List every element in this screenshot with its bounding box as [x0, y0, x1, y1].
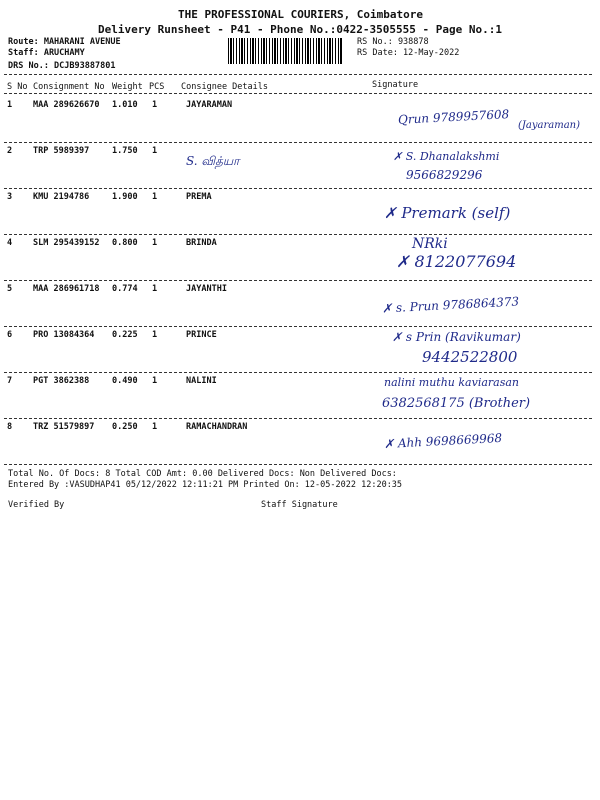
row-pcs: 1 [152, 192, 158, 202]
row-weight: 1.750 [112, 146, 138, 156]
divider [4, 464, 592, 465]
row-weight: 0.250 [112, 422, 138, 432]
row-signature: ✗ s. Prun 9786864373 [381, 294, 520, 316]
col-header-consignee: Consignee Details [181, 82, 268, 92]
row-signature: ✗ Ahh 9698669968 [383, 430, 503, 452]
table-row [0, 328, 600, 372]
staff-label: Staff: ARUCHAMY [8, 48, 85, 58]
drs-number: DRS No.: DCJB93887801 [8, 61, 116, 71]
row-consignee: JAYARAMAN [186, 100, 233, 110]
row-pcs: 1 [152, 238, 158, 248]
table-row [0, 98, 600, 142]
staff-signature-label: Staff Signature [261, 500, 338, 510]
row-signature: ✗ s Prin (Ravikumar) [392, 330, 521, 344]
row-sno: 5 [7, 284, 13, 294]
row-pcs: 1 [152, 100, 158, 110]
row-signature-phone: 9442522800 [422, 348, 518, 366]
divider [4, 93, 592, 94]
row-consignee-handwritten: S. வித்யா [186, 154, 240, 168]
row-signature-phone: 9566829296 [406, 168, 483, 182]
row-weight: 1.010 [112, 100, 138, 110]
divider [4, 188, 592, 189]
row-consignment: PGT 3862388 [33, 376, 90, 386]
col-header-weight: Weight [112, 82, 143, 92]
row-sno: 6 [7, 330, 13, 340]
row-weight: 0.225 [112, 330, 138, 340]
divider [4, 142, 592, 143]
row-consignee: PRINCE [186, 330, 217, 340]
row-signature-phone: 6382568175 (Brother) [382, 396, 531, 411]
row-consignment: PRO 13084364 [33, 330, 95, 340]
company-title: THE PROFESSIONAL COURIERS, Coimbatore [178, 8, 424, 21]
barcode [228, 38, 342, 64]
col-header-pcs: PCS [149, 82, 165, 92]
table-row [0, 374, 600, 418]
row-consignee: NALINI [186, 376, 217, 386]
row-consignment: SLM 295439152 [33, 238, 100, 248]
row-signature: ✗ S. Dhanalakshmi [393, 150, 500, 163]
row-pcs: 1 [152, 376, 158, 386]
row-pcs: 1 [152, 422, 158, 432]
row-weight: 0.490 [112, 376, 138, 386]
entered-by-line: Entered By :VASUDHAP41 05/12/2022 12:11:21 PM Printed On: 12-05-2022 12:20:35 [8, 480, 403, 490]
row-signature-note: (Jayaraman) [518, 120, 581, 131]
divider [4, 280, 592, 281]
divider [4, 326, 592, 327]
row-sno: 7 [7, 376, 13, 386]
table-row [0, 420, 600, 464]
row-pcs: 1 [152, 146, 158, 156]
row-consignee: RAMACHANDRAN [186, 422, 248, 432]
row-signature: nalini muthu kaviarasan [384, 376, 519, 389]
totals-line: Total No. Of Docs: 8 Total COD Amt: 0.00 Delivered Docs: Non Delivered Docs: [8, 469, 397, 479]
row-consignee: PREMA [186, 192, 212, 202]
table-row [0, 190, 600, 234]
verified-by-label: Verified By [8, 500, 65, 510]
col-header-sno: S No [7, 82, 28, 92]
row-pcs: 1 [152, 330, 158, 340]
table-row [0, 236, 600, 280]
rs-number: RS No.: 938878 [357, 37, 429, 47]
col-header-signature: Signature [372, 80, 419, 90]
row-signature: NRki [412, 236, 448, 252]
runsheet-title: Delivery Runsheet - P41 - Phone No.:0422-3505555 - Page No.:1 [98, 23, 502, 36]
row-sno: 1 [7, 100, 13, 110]
divider [4, 74, 592, 75]
row-signature: ✗ Premark (self) [384, 204, 511, 222]
divider [4, 234, 592, 235]
row-sno: 4 [7, 238, 13, 248]
divider [4, 372, 592, 373]
row-signature-phone: ✗ 8122077694 [396, 252, 517, 271]
divider [4, 418, 592, 419]
row-consignment: MAA 286961718 [33, 284, 100, 294]
row-consignment: TRZ 51579897 [33, 422, 95, 432]
table-row [0, 144, 600, 188]
table-row [0, 282, 600, 326]
route-label: Route: MAHARANI AVENUE [8, 37, 121, 47]
row-consignment: KMU 2194786 [33, 192, 90, 202]
row-consignment: TRP 5989397 [33, 146, 90, 156]
row-sno: 3 [7, 192, 13, 202]
row-weight: 0.774 [112, 284, 138, 294]
row-consignment: MAA 289626670 [33, 100, 100, 110]
row-sno: 8 [7, 422, 13, 432]
col-header-consignment: Consignment No [33, 82, 105, 92]
row-consignee: JAYANTHI [186, 284, 227, 294]
row-consignee: BRINDA [186, 238, 217, 248]
row-weight: 1.900 [112, 192, 138, 202]
rs-date: RS Date: 12-May-2022 [357, 48, 460, 58]
row-sno: 2 [7, 146, 13, 156]
row-signature: Qrun 9789957608 [397, 107, 510, 127]
row-pcs: 1 [152, 284, 158, 294]
row-weight: 0.800 [112, 238, 138, 248]
